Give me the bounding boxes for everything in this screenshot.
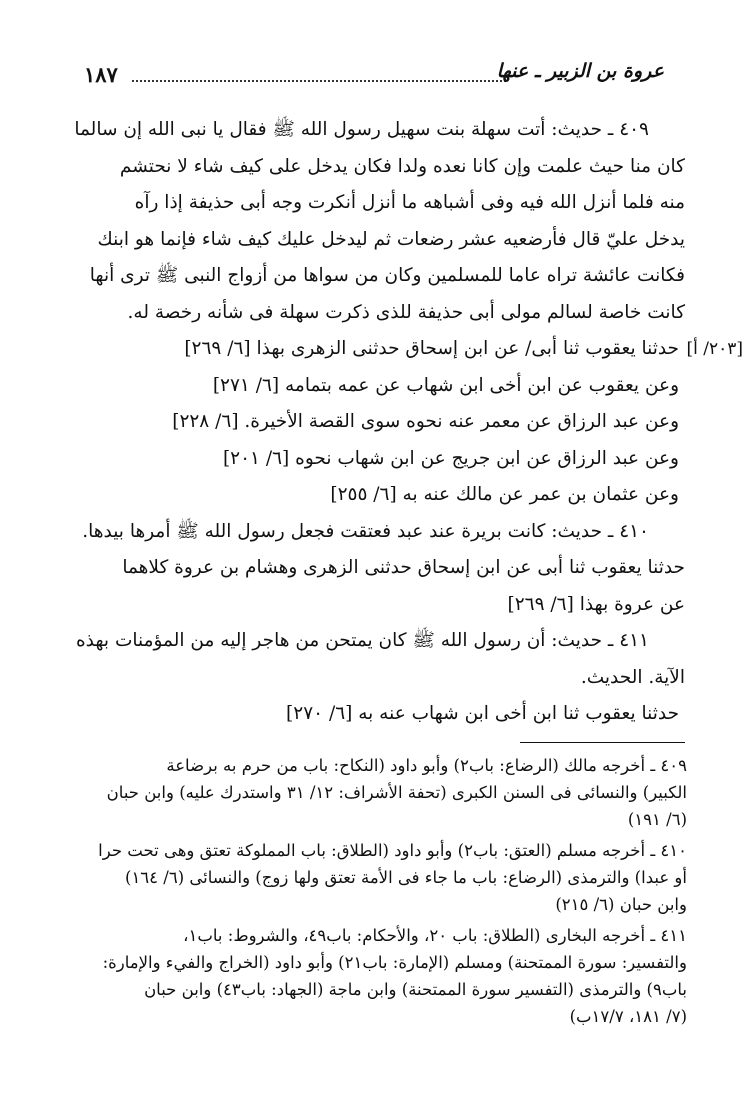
footnote-411 [85,922,687,1030]
isnad-line: حدثنا يعقوب ثنا ابن أخى ابن شهاب عنه به [٦/ ٢٧٠] [286,703,679,724]
page-header [84,58,664,92]
text-line: يدخل عليّ قال فأرضعيه عشر رضعات ثم ليدخل عليك كيف شاء فإنما هو ابنك [97,228,685,250]
isnad-line: وعن عبد الرزاق عن ابن جريج عن ابن شهاب نحوه [٦/ ٢٠١] [222,447,679,469]
isnad-line: وعن عثمان بن عمر عن مالك عنه به [٦/ ٢٥٥] [330,484,679,505]
running-title: عروة بن الزبير ـ عنها [496,60,664,82]
main-text [60,112,743,733]
header-dotted-rule [132,80,506,82]
footnotes [85,752,687,1034]
page-number: ١٨٧ [84,62,118,87]
hadith-410-line: ٤١٠ ـ حديث: كانت بريرة عند عبد فعتقت فجعل رسول الله ﷺ أمرها بيدها. [82,520,649,542]
footnote-separator [520,742,685,743]
footnote-line: (٦/ ١٩١) [627,810,687,829]
footnote-line: ٤١١ ـ أخرجه البخارى (الطلاق: باب ٢٠، والأحكام: باب٤٩، والشروط: باب١، [183,926,687,945]
footnote-line: أو عبدا) والترمذى (الرضاع: باب ما جاء فى الأمة تعتق ولها زوج) والنسائى (٦/ ١٦٤) [125,868,687,887]
isnad-text: حدثنا يعقوب ثنا أبى/ عن ابن إسحاق حدثنى الزهرى بهذا [٦/ ٢٦٩] [184,338,679,359]
hadith-411-line: ٤١١ ـ حديث: أن رسول الله ﷺ كان يمتحن من هاجر إليه من المؤمنات بهذه [75,630,649,651]
isnad-line [60,331,743,368]
isnad-line: حدثنا يعقوب ثنا أبى عن ابن إسحاق حدثنى الزهرى وهشام بن عروة كلاهما [122,557,685,578]
text-line: فكانت عائشة تراه عاما للمسلمين وكان من سواها من أزواج النبى ﷺ ترى أنها [89,265,685,286]
footnote-line: ٤٠٩ ـ أخرجه مالك (الرضاع: باب٢) وأبو داود (النكاح: باب من حرم به برضاعة [166,756,687,775]
footnote-line: ٤١٠ ـ أخرجه مسلم (العتق: باب٢) وأبو داود (الطلاق: باب المملوكة تعتق وهى تحت حرا [98,841,687,860]
footnote-410 [85,837,687,918]
text-line: كانت خاصة لسالم مولى أبى حذيفة للذى ذكرت سهلة فى شأنه رخصة له. [127,301,685,323]
text-line: منه فلما أنزل الله فيه وفى أشباهه ما أنزل أنكرت وجه أبى حذيفة إذا رآه [134,192,685,213]
footnote-line: (٧/ ١٨١، ١٧/٧ب) [569,1007,687,1026]
hadith-409-line: ٤٠٩ ـ حديث: أتت سهلة بنت سهيل رسول الله ﷺ فقال يا نبى الله إن سالما [74,119,649,140]
isnad-line: عن عروة بهذا [٦/ ٢٦٩] [507,593,685,615]
footnote-line: الكبير) والنسائى فى السنن الكبرى (تحفة الأشراف: ١٢/ ٣١ واستدرك عليه) وابن حبان [106,783,687,802]
isnad-line: وعن يعقوب عن ابن أخى ابن شهاب عن عمه بتمامه [٦/ ٢٧١] [212,374,679,396]
isnad-line: وعن عبد الرزاق عن معمر عنه نحوه سوى القصة الأخيرة. [٦/ ٢٢٨] [172,411,679,432]
footnote-409 [85,752,687,833]
text-line: الآية. الحديث. [580,666,685,688]
footnote-line: وابن حبان (٦/ ٢١٥) [555,895,687,914]
footnote-line: والتفسير: سورة الممتحنة) ومسلم (الإمارة: باب٢١) وأبو داود (الخراج والفيء والإمارة: [102,953,687,972]
text-line: كان منا حيث علمت وإن كانا نعده ولدا فكان يدخل على كيف شاء لا نحتشم [119,155,685,177]
margin-manuscript-ref: [٢٠٣/ أ] [686,339,743,359]
footnote-line: باب٩) والترمذى (التفسير سورة الممتحنة) وابن ماجة (الجهاد: باب٤٣) وابن حبان [144,980,687,999]
